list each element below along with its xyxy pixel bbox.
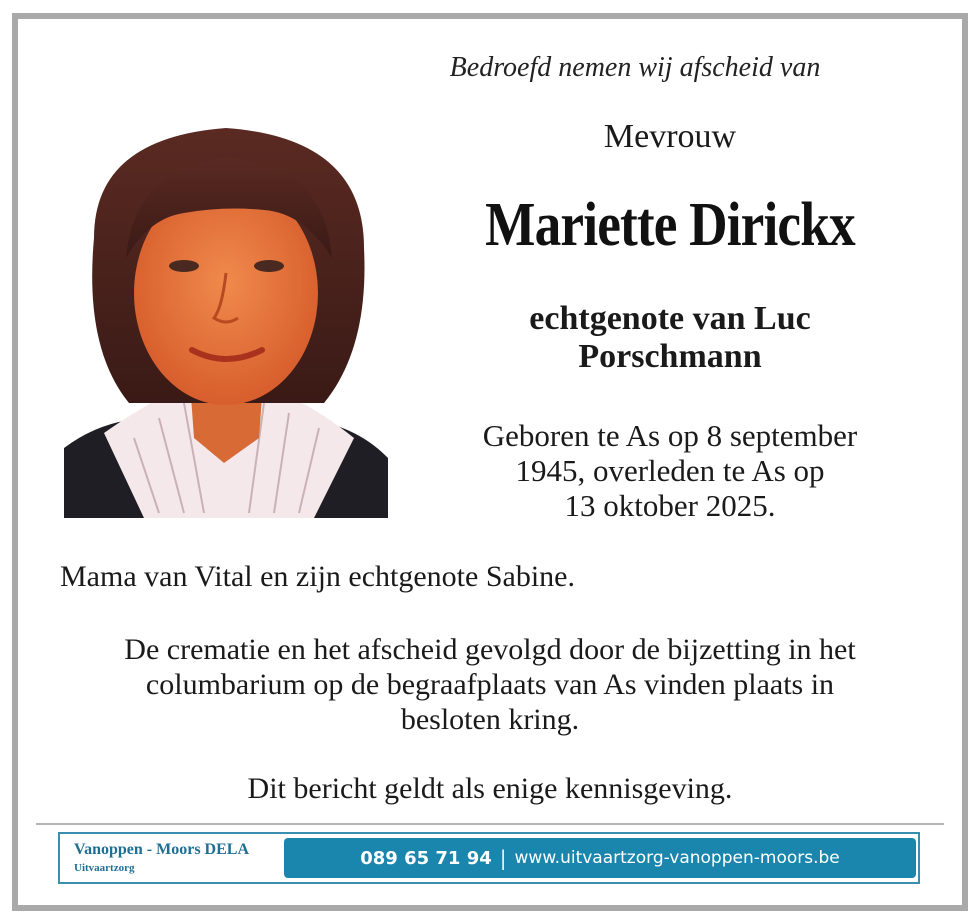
ceremony-line-1: De crematie en het afscheid gevolgd door de bijzetting in het (124, 633, 856, 666)
ceremony-line-3: besloten kring. (400, 703, 580, 736)
spouse-line-2: Porschmann (578, 338, 762, 375)
contact-separator: | (499, 846, 507, 870)
spouse-info (400, 300, 940, 376)
honorific: Mevrouw (603, 118, 737, 155)
footer-divider (36, 823, 944, 825)
family-text: Mama van Vital en zijn echtgenote Sabine. (60, 560, 575, 593)
dates-line-1: Geboren te As op 8 september (482, 418, 858, 453)
portrait-illustration (64, 118, 388, 518)
website-link[interactable]: www.uitvaartzorg-vanoppen-moors.be (514, 848, 840, 868)
ceremony-line-2: columbarium op de begraafplaats van As vinden plaats in (145, 668, 835, 701)
funeral-home-logo: Vanoppen - Moors DELA (74, 841, 249, 858)
deceased-name: Mariette Dirickx (485, 191, 855, 259)
dates-line-3: 13 oktober 2025. (564, 488, 776, 523)
intro-text: Bedroefd nemen wij afscheid van (449, 52, 821, 83)
portrait-photo (64, 118, 388, 518)
funeral-home-footer (58, 832, 920, 884)
spouse-line-1: echtgenote van Luc (529, 300, 811, 337)
ceremony-text (40, 632, 940, 737)
dates-line-2: 1945, overleden te As op (515, 453, 825, 488)
funeral-home-subtitle: Uitvaartzorg (74, 862, 135, 874)
phone-number[interactable]: 089 65 71 94 (360, 847, 492, 869)
life-dates (400, 418, 940, 523)
closing-text: Dit bericht geldt als enige kennisgeving. (247, 772, 733, 805)
contact-bar (284, 838, 916, 878)
